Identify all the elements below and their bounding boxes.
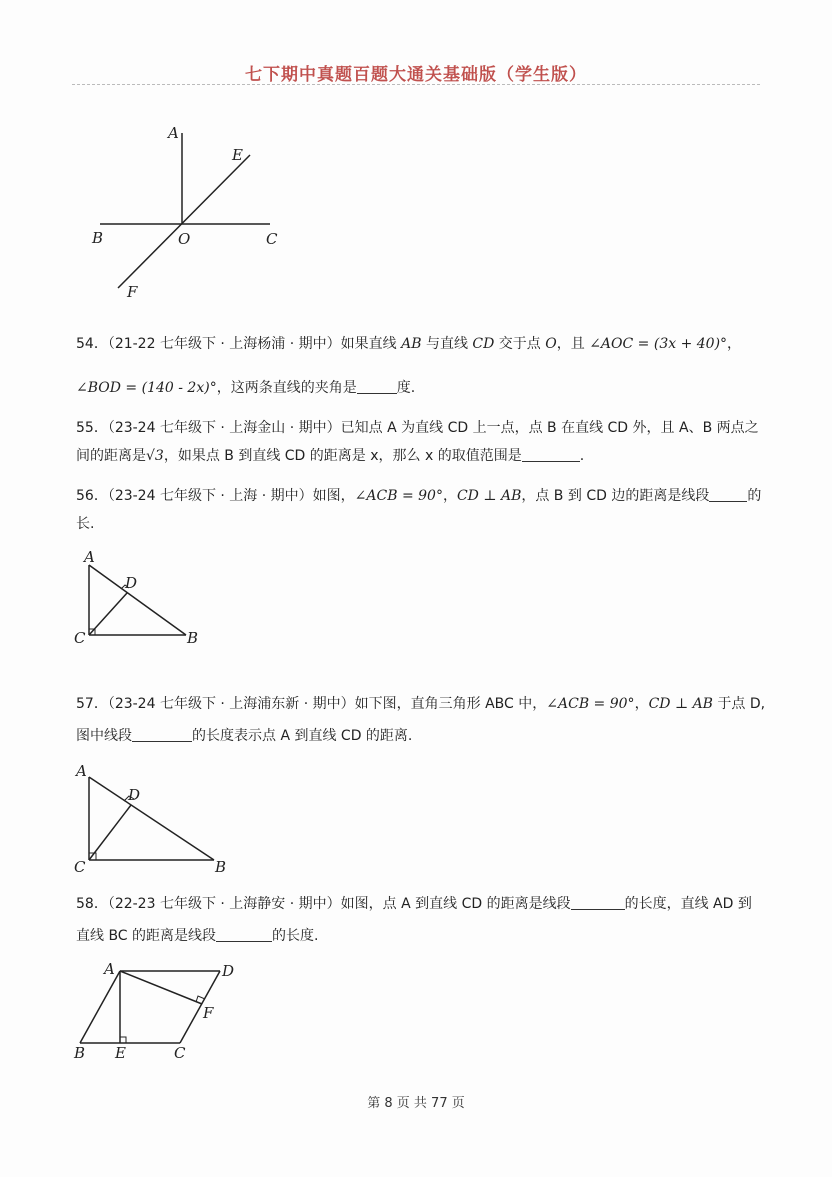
q56-text: 56．（23-24 七年级下 · 上海 · 期中）如图， (76, 488, 355, 504)
label-e: E (115, 1044, 126, 1062)
q55-sqrt3: √3 (146, 448, 164, 464)
q55-answer-blank[interactable] (522, 445, 580, 462)
q57-answer-blank[interactable] (132, 725, 192, 742)
q58-answer-blank-1[interactable] (571, 893, 625, 910)
q57-text: 57．（23-24 七年级下 · 上海浦东新 · 期中）如下图，直角三角形 ABC 中， (76, 696, 547, 712)
label-b: B (187, 629, 199, 647)
q55-text-3: . (579, 448, 585, 464)
q54-text-7: 度. (396, 380, 416, 396)
label-c: C (266, 230, 278, 248)
header-divider (72, 84, 760, 85)
q54-o: O (545, 336, 557, 352)
label-d: D (125, 574, 138, 592)
q54-answer-blank[interactable] (357, 377, 397, 394)
question-56 (76, 482, 766, 538)
q54-text-5: ， (727, 336, 742, 352)
page-footer: 第 8 页 共 77 页 (367, 1096, 465, 1111)
label-b: B (92, 229, 104, 247)
label-c: C (74, 629, 86, 647)
q56-answer-blank[interactable] (709, 485, 747, 502)
line-ef (118, 155, 250, 288)
q56-text-2: ，点 B 到 CD 边的距离是线段 (521, 488, 710, 504)
q58-answer-blank-2[interactable] (216, 925, 272, 942)
label-d: D (128, 786, 141, 804)
q58-text: 58．（22-23 七年级下 · 上海静安 · 期中）如图，点 A 到直线 CD 的距离是线段 (76, 896, 571, 912)
q54-cd: CD (472, 336, 495, 352)
figure-57-right-triangle (70, 762, 250, 882)
q58-text-3: 直线 BC 的距离是线段 (76, 928, 217, 944)
label-f: F (203, 1004, 214, 1022)
q55-text-2: ，如果点 B 到直线 CD 的距离是 x，那么 x 的取值范围是 (163, 448, 522, 464)
figure-intersecting-lines (80, 118, 300, 308)
q56-sep: ， (442, 488, 457, 504)
label-f: F (127, 283, 138, 301)
label-a: A (168, 124, 179, 142)
figure-56-right-triangle (70, 548, 220, 648)
q57-angle-acb: ∠ACB = 90° (546, 696, 635, 712)
label-b: B (215, 858, 227, 876)
q58-text-2: 的长度，直线 AD 到 (624, 896, 752, 912)
q57-text-2: 于点 D, (712, 696, 766, 712)
figure-58-parallelogram (70, 958, 260, 1068)
label-a: A (104, 960, 115, 978)
q54-ab: AB (401, 336, 422, 352)
q54-text: 54．（21-22 七年级下 · 上海杨浦 · 期中）如果直线 (76, 336, 402, 352)
q56-text-3: 的 (747, 488, 762, 504)
question-55 (76, 414, 766, 470)
question-54 (76, 330, 766, 402)
q54-angle-bod: ∠BOD = (140 - 2x)° (76, 380, 217, 396)
label-o: O (178, 230, 191, 248)
q57-text-4: 的长度表示点 A 到直线 CD 的距离. (192, 728, 413, 744)
label-a: A (84, 548, 95, 566)
label-e: E (232, 146, 243, 164)
q58-text-4: 的长度. (272, 928, 319, 944)
q57-text-3: 图中线段 (76, 728, 132, 744)
page-header-title: 七下期中真题百题大通关基础版（学生版） (245, 65, 587, 85)
q54-text-6: ，这两条直线的夹角是 (216, 380, 357, 396)
q54-text-3: 交于点 (494, 336, 546, 352)
question-58 (76, 890, 766, 950)
q57-sep: ， (634, 696, 649, 712)
q55-text: 间的距离是 (76, 448, 146, 464)
label-c: C (174, 1044, 186, 1062)
q54-angle-aoc: ∠AOC = (3x + 40)° (589, 336, 728, 352)
question-57 (76, 690, 766, 750)
q56-line2: 长. (76, 516, 95, 532)
label-d: D (222, 962, 235, 980)
q55-line1: 55．（23-24 七年级下 · 上海金山 · 期中）已知点 A 为直线 CD 上一点，点 B 在直线 CD 外，且 A、B 两点之 (76, 420, 759, 436)
q54-text-4: ，且 (556, 336, 590, 352)
label-a: A (76, 762, 87, 780)
label-c: C (74, 858, 86, 876)
q56-perp: CD ⊥ AB (456, 488, 522, 504)
label-b: B (74, 1044, 86, 1062)
q54-text-2: 与直线 (421, 336, 473, 352)
q56-angle-acb: ∠ACB = 90° (354, 488, 443, 504)
q57-perp: CD ⊥ AB (648, 696, 713, 712)
